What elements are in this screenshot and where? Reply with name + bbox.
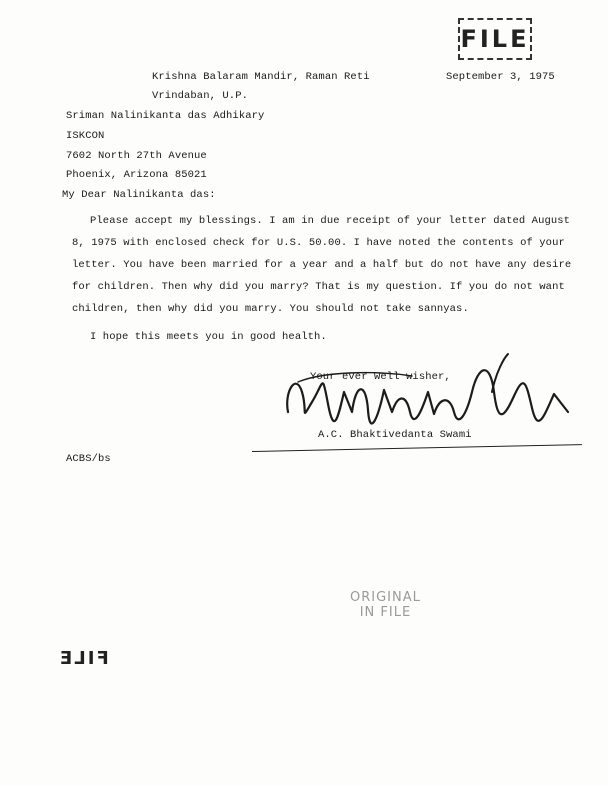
recipient-org: ISKCON bbox=[66, 130, 105, 142]
file-stamp-top bbox=[458, 18, 532, 60]
salutation: My Dear Nalinikanta das: bbox=[62, 189, 216, 201]
body-paragraph-2: I hope this meets you in good health. bbox=[90, 331, 327, 343]
file-stamp-top-text: FILE bbox=[460, 25, 530, 53]
file-stamp-bottom bbox=[58, 648, 109, 669]
file-stamp-bottom-text: FILE bbox=[58, 648, 109, 669]
original-stamp-line1: ORIGINAL bbox=[350, 590, 421, 605]
recipient-street: 7602 North 27th Avenue bbox=[66, 150, 207, 162]
original-stamp-line2: IN FILE bbox=[359, 605, 412, 620]
letter-date: September 3, 1975 bbox=[446, 71, 555, 83]
original-in-file-stamp bbox=[350, 590, 421, 620]
signer-name: A.C. Bhaktivedanta Swami bbox=[318, 429, 472, 441]
letter-body bbox=[72, 210, 572, 348]
body-paragraph-1: Please accept my blessings. I am in due receipt of your letter dated August 8, 1975 with enclosed check for U.S. 50.00. I have noted the contents of your letter. You have been married for a year and a half but do not have any desire for children. Then why did you marry? That is my question. If you do not want children, then why did you marry. You should not take sannyas. bbox=[72, 215, 572, 315]
signature-graphic bbox=[282, 352, 572, 432]
sender-address-line1: Krishna Balaram Mandir, Raman Reti bbox=[152, 71, 370, 83]
typist-initials: ACBS/bs bbox=[66, 453, 111, 465]
sender-address-line2: Vrindaban, U.P. bbox=[152, 90, 249, 102]
signature-line bbox=[252, 444, 582, 452]
recipient-city: Phoenix, Arizona 85021 bbox=[66, 169, 207, 181]
recipient-name: Sriman Nalinikanta das Adhikary bbox=[66, 110, 265, 122]
closing-line: Your ever well wisher, bbox=[310, 371, 451, 383]
